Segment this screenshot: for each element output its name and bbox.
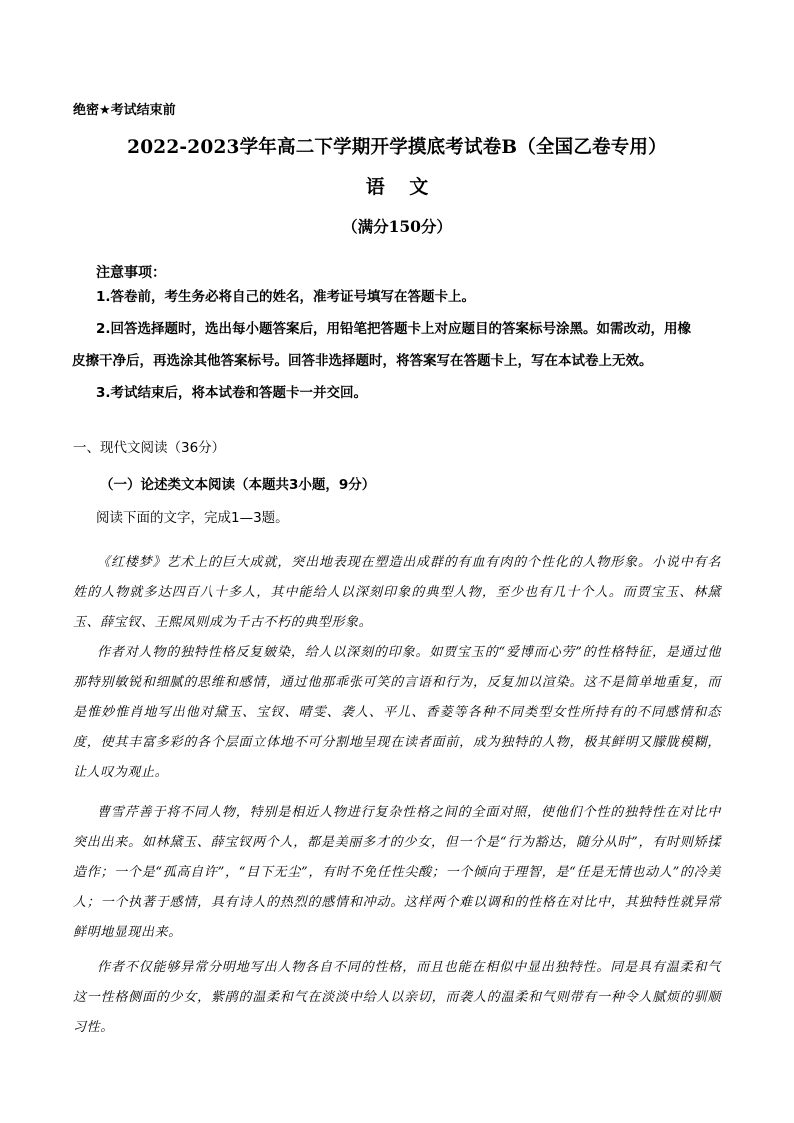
passage-paragraph-1: 《红楼梦》艺术上的巨大成就，突出地表现在塑造出成群的有血有肉的个性化的人物形象。小说中有名姓的人物就多达四百八十多人，其中能给人以深刻印象的典型人物，至少也有几十个人。而贾宝玉、林黛玉、薛宝钗、王熙凤则成为千古不朽的典型形象。 <box>73 555 721 630</box>
passage-paragraph-2: 作者对人物的独特性格反复皴染，给人以深刻的印象。如贾宝玉的“爱博而心劳”的性格特征，是通过他那特别敏锐和细腻的思维和感情，通过他那乖张可笑的言语和行为，反复加以渲染。这不是简单地重复，而是惟妙惟肖地写出他对黛玉、宝钗、晴雯、袭人、平儿、香菱等各种不同类型女性所持有的不同感情和态度，使其丰富多彩的各个层面立体地不可分割地呈现在读者面前，成为独特的人物，极其鲜明又朦胧模糊，让人叹为观止。 <box>73 645 721 780</box>
notice-item-2-line-1: 2.回答选择题时，选出每小题答案后，用铅笔把答题卡上对应题目的答案标号涂黑。如需改动，用橡 <box>96 321 692 337</box>
exam-title: 2022-2023学年高二下学期开学摸底考试卷B（全国乙卷专用） <box>127 137 667 158</box>
full-score: （满分150分） <box>342 217 452 236</box>
notice-item-1: 1.答卷前，考生务必将自己的姓名，准考证号填写在答题卡上。 <box>96 289 476 305</box>
subsection-title: （一）论述类文本阅读（本题共3小题，9分） <box>100 477 376 493</box>
section-title: 一、现代文阅读（36分） <box>73 440 226 456</box>
notice-item-2-line-2: 皮擦干净后，再选涂其他答案标号。回答非选择题时，将答案写在答题卡上，写在本试卷上无效。 <box>72 353 653 369</box>
notice-heading: 注意事项： <box>96 265 166 281</box>
subject-title: 语 文 <box>365 176 429 198</box>
passage-paragraph-3: 曹雪芹善于将不同人物，特别是相近人物进行复杂性格之间的全面对照，使他们个性的独特性在对比中突出出来。如林黛玉、薛宝钗两个人，都是美丽多才的少女，但一个是“行为豁达，随分从时”，有时则矫揉造作；一个是“孤高自许”，“目下无尘”，有时不免任性尖酸；一个倾向于理智，是“任是无情也动人”的冷美人；一个执著于感情，具有诗人的热烈的感情和冲动。这样两个难以调和的性格在对比中，其独特性就异常鲜明地显现出来。 <box>73 805 721 940</box>
passage-paragraph-4: 作者不仅能够异常分明地写出人物各自不同的性格，而且也能在相似中显出独特性。同是具有温柔和气这一性格侧面的少女，紫鹃的温柔和气在淡淡中给人以亲切，而袭人的温柔和气则带有一种令人腻烦的驯顺习性。 <box>73 960 721 1035</box>
notice-item-2 <box>72 313 708 377</box>
notice-item-3: 3.考试结束后，将本试卷和答题卡一并交回。 <box>96 385 368 401</box>
reading-instruction: 阅读下面的文字，完成1—3题。 <box>96 510 289 526</box>
confidential-label: 绝密★考试结束前 <box>73 103 176 118</box>
